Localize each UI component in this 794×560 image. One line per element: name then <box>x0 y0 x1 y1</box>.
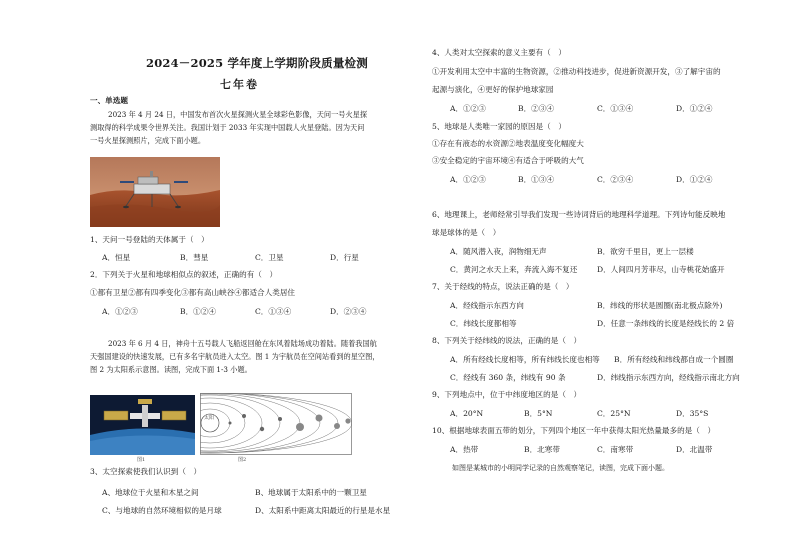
q5-option-b[interactable]: B．①③④ <box>518 175 554 184</box>
q4-stem: 4、人类对太空探索的意义主要有（ ） <box>432 48 566 57</box>
q1-option-d[interactable]: D．行星 <box>330 253 359 262</box>
q3-option-c[interactable]: C、与地球的自然环境相似的是月球 <box>102 506 222 515</box>
q5-option-c[interactable]: C．②③④ <box>597 175 634 184</box>
q4-option-b[interactable]: B．②③④ <box>518 104 554 113</box>
q5-option-d[interactable]: D．①②④ <box>676 175 713 184</box>
q8-option-c[interactable]: C．经线有 360 条，纬线有 90 条 <box>450 373 566 382</box>
footer-instruction: 如图是某城市的小明同学记录的自然观察笔记，读图，完成下面小题。 <box>452 464 669 472</box>
q3-option-a[interactable]: A、地球位于火星和木星之间 <box>102 488 199 497</box>
q7-option-a[interactable]: A．经线指示东西方向 <box>450 301 524 310</box>
q1-option-a[interactable]: A．恒星 <box>102 253 131 262</box>
q5-line-1: ①存在有液态的水资源②地表温度变化幅度大 <box>432 139 584 148</box>
q7-stem: 7、关于经线的特点，说法正确的是（ ） <box>432 282 574 291</box>
solar-system-diagram <box>200 393 352 455</box>
q2-statements: ①都有卫星②都有四季变化③都有高山峡谷④都适合人类居住 <box>90 288 296 297</box>
section-heading: 一、单选题 <box>90 96 128 105</box>
q2-option-b[interactable]: B．①②④ <box>180 307 216 316</box>
space-station-photo <box>90 395 195 455</box>
q3-option-d[interactable]: D、太阳系中距离太阳最近的行星是水星 <box>255 506 391 515</box>
q10-option-d[interactable]: D．北温带 <box>676 445 713 454</box>
q4-line-1: ①开发利用太空中丰富的生物资源，②推动科技进步，促进新资源开发，③了解宇宙的 <box>432 67 721 76</box>
q8-option-b[interactable]: B．所有经线和纬线都自成一个圆圈 <box>614 355 734 364</box>
q1-option-b[interactable]: B．彗星 <box>180 253 209 262</box>
q10-option-a[interactable]: A．热带 <box>450 445 479 454</box>
exam-title: 2024－2025 学年度上学期阶段质量检测 <box>146 56 368 70</box>
q7-option-c[interactable]: C．纬线长度都相等 <box>450 319 517 328</box>
mars-rover-photo <box>90 157 220 227</box>
q4-option-d[interactable]: D．①②④ <box>676 104 713 113</box>
q9-stem: 9、下列地点中，位于中纬度地区的是（ ） <box>432 390 582 399</box>
q10-option-b[interactable]: B．北寒带 <box>524 445 560 454</box>
q6-option-d[interactable]: D．人间四月芳菲尽，山寺桃花始盛开 <box>597 265 725 274</box>
q5-option-a[interactable]: A．①②③ <box>450 175 486 184</box>
passage-1 <box>90 108 410 147</box>
q5-stem: 5、地球是人类唯一家园的原因是（ ） <box>432 122 566 131</box>
exam-subtitle: 七年卷 <box>220 78 259 91</box>
passage-2-line: 天强国建设的快速发展，已有多名宇航员进入太空。图 1 为宇航员在空间站看到的星空图， <box>90 352 380 361</box>
q3-option-b[interactable]: B、地球属于太阳系中的一颗卫星 <box>255 488 367 497</box>
q9-option-d[interactable]: D．35°S <box>676 409 709 418</box>
q4-option-c[interactable]: C．①③④ <box>597 104 634 113</box>
passage-2-line: 2023 年 6 月 4 日，神舟十五号载人飞船返回舱在东风着陆场成功着陆。随着我国航 <box>108 339 377 348</box>
sun-label: 太阳 <box>204 415 215 421</box>
q2-stem: 2．下列关于火星和地球相似点的叙述，正确的有（ ） <box>90 270 278 279</box>
q4-line-2: 起源与演化，④更好的保护地球家园 <box>432 85 554 94</box>
q6-option-a[interactable]: A．随风潜入夜，润物细无声 <box>450 247 547 256</box>
q8-option-d[interactable]: D．纬线指示东西方向，经线指示南北方向 <box>597 373 740 382</box>
q7-option-b[interactable]: B．纬线的形状是圆圈(南北极点除外) <box>597 301 723 310</box>
q6-option-b[interactable]: B．欲穷千里目，更上一层楼 <box>597 247 694 256</box>
q9-option-b[interactable]: B．5°N <box>524 409 553 418</box>
q2-option-a[interactable]: A．①②③ <box>102 307 138 316</box>
passage-2 <box>90 337 410 376</box>
q7-option-d[interactable]: D．任意一条纬线的长度是经线长的 2 倍 <box>597 319 735 328</box>
q10-stem: 10、根据地球表面五带的划分，下列四个地区一年中获得太阳光热量最多的是（ ） <box>432 426 716 435</box>
q8-stem: 8、下列关于经纬线的说法，正确的是（ ） <box>432 336 582 345</box>
q9-option-c[interactable]: C．25°N <box>597 409 631 418</box>
passage-1-line: 2023 年 4 月 24 日，中国发布首次火星探测火星全球彩色影像，天问一号火星探 <box>108 110 368 119</box>
q1-stem: 1、天问一号登陆的天体属于（ ） <box>90 235 209 244</box>
q1-option-c[interactable]: C．卫星 <box>255 253 284 262</box>
q4-option-a[interactable]: A．①②③ <box>450 104 486 113</box>
passage-1-line: 测取得的科学成果令世界关注。我国计划于 2033 年实现中国载人火星登陆。因为天问 <box>90 123 365 132</box>
q10-option-c[interactable]: C．南寒带 <box>597 445 634 454</box>
passage-1-line: 一号火星探测照片，完成下面小题。 <box>90 136 206 145</box>
figure-1-caption: 图1 <box>137 457 146 463</box>
q6-line-1: 6、地理课上，老师经常引导我们发现一些诗词背后的地理科学道理。下列诗句能反映地 <box>432 210 726 219</box>
q3-stem: 3、太空探索使我们认识到（ ） <box>90 467 202 476</box>
q5-line-2: ③安全稳定的宇宙环境④有适合于呼吸的大气 <box>432 156 584 165</box>
q2-option-d[interactable]: D．②③④ <box>330 307 367 316</box>
q6-line-2: 球是球体的是（ ） <box>432 228 501 237</box>
q9-option-a[interactable]: A．20°N <box>450 409 484 418</box>
q2-option-c[interactable]: C．①③④ <box>255 307 292 316</box>
q8-option-a[interactable]: A．所有经线长度相等，所有纬线长度也相等 <box>450 355 600 364</box>
q6-option-c[interactable]: C．黄河之水天上来，奔流入海不复还 <box>450 265 578 274</box>
passage-2-line: 图 2 为太阳系示意图。读图，完成下面 1-3 小题。 <box>90 365 252 374</box>
figure-2-caption: 图2 <box>238 457 247 463</box>
